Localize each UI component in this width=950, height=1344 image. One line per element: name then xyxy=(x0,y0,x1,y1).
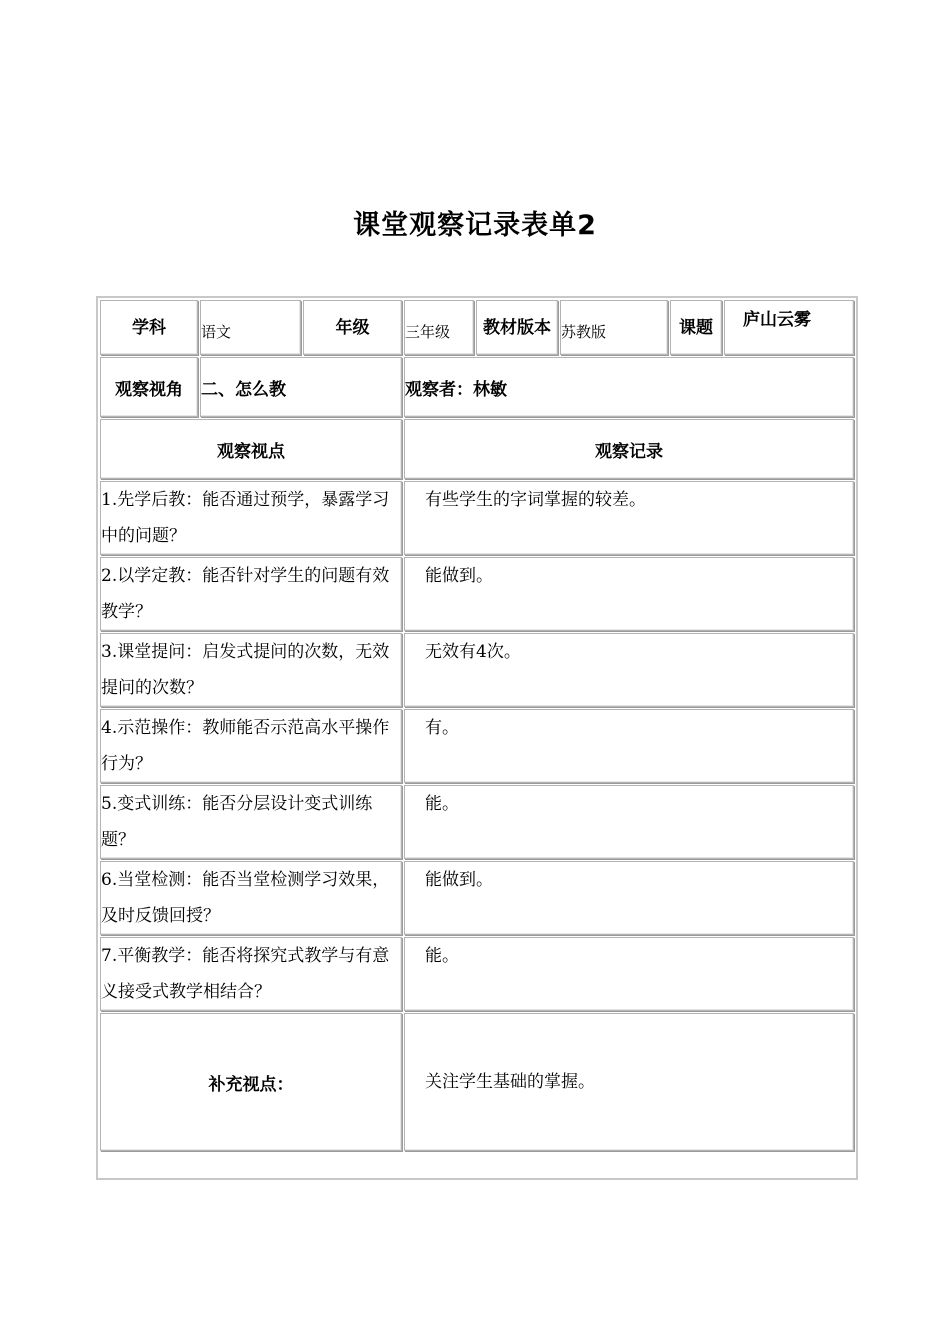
column-header-row xyxy=(100,419,854,479)
point-cell: 4.示范操作：教师能否示范高水平操作行为？ xyxy=(100,709,402,783)
header-row xyxy=(100,300,854,355)
point-cell: 2.以学定教：能否针对学生的问题有效教学？ xyxy=(100,557,402,631)
supplement-record: 关注学生基础的掌握。 xyxy=(404,1013,854,1151)
perspective-value: 二、怎么教 xyxy=(200,357,402,417)
record-cell: 能做到。 xyxy=(404,557,854,631)
table-row xyxy=(100,785,854,859)
table-row xyxy=(100,481,854,555)
point-cell: 7.平衡教学：能否将探究式教学与有意义接受式教学相结合？ xyxy=(100,937,402,1011)
table-row xyxy=(100,557,854,631)
record-cell: 无效有4次。 xyxy=(404,633,854,707)
record-cell: 能。 xyxy=(404,785,854,859)
grade-label: 年级 xyxy=(303,300,402,355)
subject-label: 学科 xyxy=(100,300,198,355)
table-row xyxy=(100,633,854,707)
point-cell: 6.当堂检测：能否当堂检测学习效果，及时反馈回授？ xyxy=(100,861,402,935)
perspective-row xyxy=(100,357,854,417)
record-cell: 能做到。 xyxy=(404,861,854,935)
record-cell: 有些学生的字词掌握的较差。 xyxy=(404,481,854,555)
table-row xyxy=(100,861,854,935)
topic-value: 庐山云雾 xyxy=(724,300,854,355)
table-row xyxy=(100,937,854,1011)
point-cell: 5.变式训练：能否分层设计变式训练题？ xyxy=(100,785,402,859)
topic-label: 课题 xyxy=(670,300,722,355)
supplement-label: 补充视点： xyxy=(100,1013,402,1151)
column-header-point: 观察视点 xyxy=(100,419,402,479)
grade-value: 三年级 xyxy=(404,300,474,355)
page-title: 课堂观察记录表单2 xyxy=(353,210,597,241)
table-row xyxy=(100,709,854,783)
textbook-value: 苏教版 xyxy=(560,300,668,355)
record-cell: 能。 xyxy=(404,937,854,1011)
textbook-label: 教材版本 xyxy=(476,300,558,355)
record-cell: 有。 xyxy=(404,709,854,783)
perspective-label: 观察视角 xyxy=(100,357,198,417)
subject-value: 语文 xyxy=(200,300,301,355)
observer: 观察者：林敏 xyxy=(404,357,854,417)
supplement-row xyxy=(100,1013,854,1151)
observation-table xyxy=(98,298,856,1153)
column-header-record: 观察记录 xyxy=(404,419,854,479)
point-cell: 3.课堂提问：启发式提问的次数，无效提问的次数？ xyxy=(100,633,402,707)
point-cell: 1.先学后教：能否通过预学，暴露学习中的问题？ xyxy=(100,481,402,555)
